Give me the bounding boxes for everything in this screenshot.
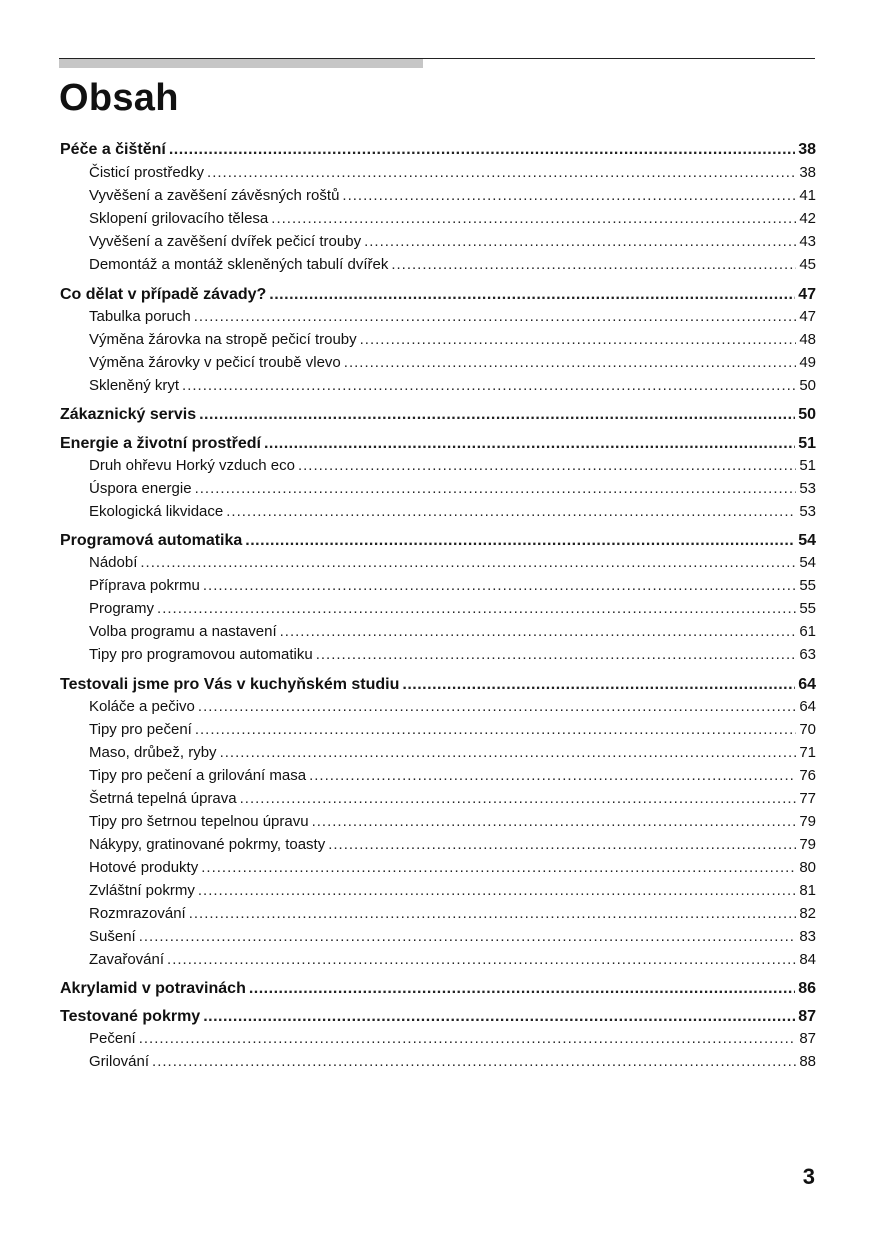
toc-entry-page: 53 bbox=[799, 503, 816, 520]
toc-entry-page: 71 bbox=[799, 744, 816, 761]
toc-entry-title: Tipy pro pečení a grilování masa bbox=[89, 767, 307, 784]
toc-dot-leader bbox=[298, 457, 796, 474]
toc-entry-page: 47 bbox=[799, 308, 816, 325]
toc-entry-page: 84 bbox=[799, 951, 816, 968]
toc-dot-leader bbox=[249, 980, 795, 998]
toc-dot-leader bbox=[271, 210, 796, 227]
toc-entry-page: 82 bbox=[799, 905, 816, 922]
toc-entry-page: 87 bbox=[798, 1008, 816, 1025]
toc-entry-page: 63 bbox=[799, 646, 816, 663]
toc-section-entry[interactable] bbox=[89, 573, 816, 594]
toc-entry-page: 42 bbox=[799, 210, 816, 227]
toc-section-entry[interactable] bbox=[89, 373, 816, 394]
toc-section-entry[interactable] bbox=[89, 786, 816, 807]
toc-entry-page: 88 bbox=[799, 1053, 816, 1070]
toc-section-entry[interactable] bbox=[89, 855, 816, 876]
toc-entry-page: 54 bbox=[799, 554, 816, 571]
toc-entry-page: 38 bbox=[799, 164, 816, 181]
toc-entry-page: 45 bbox=[799, 256, 816, 273]
toc-dot-leader bbox=[269, 286, 795, 304]
toc-section-entry[interactable] bbox=[89, 183, 816, 204]
toc-dot-leader bbox=[240, 790, 797, 807]
toc-entry-page: 53 bbox=[799, 480, 816, 497]
toc-entry-title: Čisticí prostředky bbox=[89, 164, 205, 181]
toc-entry-page: 54 bbox=[798, 532, 816, 549]
toc-section-entry[interactable] bbox=[89, 327, 816, 348]
toc-chapter-entry[interactable] bbox=[60, 1004, 816, 1026]
toc-dot-leader bbox=[139, 928, 797, 945]
toc-entry-page: 61 bbox=[799, 623, 816, 640]
toc-section-entry[interactable] bbox=[89, 596, 816, 617]
toc-entry-title: Co dělat v případě závady? bbox=[60, 286, 267, 303]
toc-entry-title: Ekologická likvidace bbox=[89, 503, 224, 520]
toc-dot-leader bbox=[152, 1053, 796, 1070]
toc-entry-page: 80 bbox=[799, 859, 816, 876]
page-title: Obsah bbox=[59, 77, 179, 119]
toc-chapter-entry[interactable] bbox=[60, 137, 816, 159]
toc-dot-leader bbox=[203, 577, 796, 594]
toc-section-entry[interactable] bbox=[89, 832, 816, 853]
toc-entry-title: Koláče a pečivo bbox=[89, 698, 195, 715]
toc-entry-page: 70 bbox=[799, 721, 816, 738]
toc-section-entry[interactable] bbox=[89, 1049, 816, 1070]
toc-entry-page: 79 bbox=[799, 813, 816, 830]
toc-entry-title: Volba programu a nastavení bbox=[89, 623, 277, 640]
toc-dot-leader bbox=[195, 480, 797, 497]
toc-dot-leader bbox=[342, 187, 796, 204]
toc-entry-title: Programová automatika bbox=[60, 532, 243, 549]
toc-entry-title: Sklopení grilovacího tělesa bbox=[89, 210, 269, 227]
toc-entry-title: Tipy pro pečení bbox=[89, 721, 192, 738]
toc-entry-title: Vyvěšení a zavěšení závěsných roštů bbox=[89, 187, 340, 204]
toc-entry-title: Tipy pro šetrnou tepelnou úpravu bbox=[89, 813, 309, 830]
toc-section-entry[interactable] bbox=[89, 550, 816, 571]
toc-entry-title: Pečení bbox=[89, 1030, 136, 1047]
toc-entry-title: Zavařování bbox=[89, 951, 165, 968]
toc-section-entry[interactable] bbox=[89, 206, 816, 227]
toc-section-entry[interactable] bbox=[89, 476, 816, 497]
toc-entry-page: 81 bbox=[799, 882, 816, 899]
toc-entry-title: Tabulka poruch bbox=[89, 308, 191, 325]
toc-entry-page: 47 bbox=[798, 286, 816, 303]
toc-dot-leader bbox=[169, 141, 795, 159]
toc-section-entry[interactable] bbox=[89, 229, 816, 250]
toc-dot-leader bbox=[309, 767, 796, 784]
toc-entry-page: 76 bbox=[799, 767, 816, 784]
toc-entry-page: 48 bbox=[799, 331, 816, 348]
toc-entry-page: 79 bbox=[799, 836, 816, 853]
toc-section-entry[interactable] bbox=[89, 619, 816, 640]
toc-entry-title: Programy bbox=[89, 600, 155, 617]
toc-dot-leader bbox=[312, 813, 797, 830]
toc-section-entry[interactable] bbox=[89, 809, 816, 830]
toc-entry-page: 87 bbox=[799, 1030, 816, 1047]
toc-section-entry[interactable] bbox=[89, 947, 816, 968]
toc-section-entry[interactable] bbox=[89, 878, 816, 899]
toc-entry-title: Akrylamid v potravinách bbox=[60, 980, 246, 997]
toc-dot-leader bbox=[199, 406, 795, 424]
toc-entry-title: Příprava pokrmu bbox=[89, 577, 200, 594]
toc-dot-leader bbox=[316, 646, 797, 663]
toc-dot-leader bbox=[280, 623, 797, 640]
page-number: 3 bbox=[802, 1164, 815, 1189]
toc-entry-title: Testovali jsme pro Vás v kuchyňském studiu bbox=[60, 676, 400, 693]
toc-entry-title: Energie a životní prostředí bbox=[60, 435, 261, 452]
toc-dot-leader bbox=[226, 503, 796, 520]
toc-dot-leader bbox=[139, 1030, 797, 1047]
toc-entry-title: Zákaznický servis bbox=[60, 406, 197, 423]
toc-dot-leader bbox=[264, 435, 795, 453]
toc-section-entry[interactable] bbox=[89, 252, 816, 273]
toc-entry-page: 50 bbox=[799, 377, 816, 394]
toc-section-entry[interactable] bbox=[89, 901, 816, 922]
toc-chapter-entry[interactable] bbox=[60, 672, 816, 694]
toc-dot-leader bbox=[140, 554, 796, 571]
toc-chapter-entry[interactable] bbox=[60, 282, 816, 304]
toc-section-entry[interactable] bbox=[89, 740, 816, 761]
toc-entry-page: 55 bbox=[799, 577, 816, 594]
toc-entry-title: Nádobí bbox=[89, 554, 138, 571]
toc-dot-leader bbox=[203, 1008, 795, 1026]
toc-entry-title: Šetrná tepelná úprava bbox=[89, 790, 237, 807]
toc-entry-page: 77 bbox=[799, 790, 816, 807]
toc-dot-leader bbox=[220, 744, 797, 761]
toc-entry-page: 64 bbox=[798, 676, 816, 693]
toc-entry-title: Výměna žárovky v pečicí troubě vlevo bbox=[89, 354, 341, 371]
toc-entry-page: 64 bbox=[799, 698, 816, 715]
toc-entry-title: Péče a čištění bbox=[60, 141, 166, 158]
toc-dot-leader bbox=[207, 164, 796, 181]
toc-entry-title: Výměna žárovka na stropě pečicí trouby bbox=[89, 331, 357, 348]
toc-dot-leader bbox=[195, 721, 796, 738]
toc-entry-page: 41 bbox=[799, 187, 816, 204]
toc-dot-leader bbox=[194, 308, 797, 325]
toc-entry-page: 51 bbox=[798, 435, 816, 452]
toc-entry-title: Hotové produkty bbox=[89, 859, 199, 876]
toc-entry-title: Rozmrazování bbox=[89, 905, 186, 922]
toc-entry-title: Skleněný kryt bbox=[89, 377, 180, 394]
toc-entry-page: 49 bbox=[799, 354, 816, 371]
toc-section-entry[interactable] bbox=[89, 763, 816, 784]
toc-section-entry[interactable] bbox=[89, 304, 816, 325]
toc-entry-page: 50 bbox=[798, 406, 816, 423]
toc-entry-page: 51 bbox=[799, 457, 816, 474]
toc-dot-leader bbox=[245, 532, 795, 550]
toc-dot-leader bbox=[182, 377, 796, 394]
toc-section-entry[interactable] bbox=[89, 1026, 816, 1047]
toc-dot-leader bbox=[198, 698, 796, 715]
toc-entry-title: Úspora energie bbox=[89, 480, 192, 497]
toc-entry-title: Nákypy, gratinované pokrmy, toasty bbox=[89, 836, 326, 853]
toc-dot-leader bbox=[167, 951, 796, 968]
toc-section-entry[interactable] bbox=[89, 160, 816, 181]
toc-dot-leader bbox=[360, 331, 797, 348]
toc-entry-title: Vyvěšení a zavěšení dvířek pečicí trouby bbox=[89, 233, 362, 250]
toc-entry-title: Zvláštní pokrmy bbox=[89, 882, 195, 899]
toc-chapter-entry[interactable] bbox=[60, 528, 816, 550]
toc-dot-leader bbox=[189, 905, 797, 922]
toc-dot-leader bbox=[364, 233, 796, 250]
toc-section-entry[interactable] bbox=[89, 717, 816, 738]
toc-section-entry[interactable] bbox=[89, 453, 816, 474]
toc-section-entry[interactable] bbox=[89, 924, 816, 945]
toc-entry-page: 86 bbox=[798, 980, 816, 997]
toc-chapter-entry[interactable] bbox=[60, 431, 816, 453]
toc-entry-page: 83 bbox=[799, 928, 816, 945]
toc-section-entry[interactable] bbox=[89, 642, 816, 663]
toc-entry-title: Grilování bbox=[89, 1053, 150, 1070]
toc-dot-leader bbox=[402, 676, 795, 694]
toc-dot-leader bbox=[344, 354, 797, 371]
toc-entry-title: Druh ohřevu Horký vzduch eco bbox=[89, 457, 295, 474]
toc-entry-title: Demontáž a montáž skleněných tabulí dvířek bbox=[89, 256, 389, 273]
toc-section-entry[interactable] bbox=[89, 499, 816, 520]
toc-dot-leader bbox=[328, 836, 796, 853]
toc-section-entry[interactable] bbox=[89, 694, 816, 715]
toc-chapter-entry[interactable] bbox=[60, 976, 816, 998]
toc-dot-leader bbox=[157, 600, 796, 617]
toc-entry-page: 43 bbox=[799, 233, 816, 250]
toc-entry-title: Testované pokrmy bbox=[60, 1008, 201, 1025]
toc-entry-title: Sušení bbox=[89, 928, 136, 945]
toc-dot-leader bbox=[201, 859, 796, 876]
toc-dot-leader bbox=[391, 256, 796, 273]
toc-chapter-entry[interactable] bbox=[60, 402, 816, 424]
toc-entry-title: Tipy pro programovou automatiku bbox=[89, 646, 313, 663]
toc-section-entry[interactable] bbox=[89, 350, 816, 371]
toc-dot-leader bbox=[198, 882, 796, 899]
toc-entry-page: 38 bbox=[798, 141, 816, 158]
toc-entry-title: Maso, drůbež, ryby bbox=[89, 744, 217, 761]
toc-entry-page: 55 bbox=[799, 600, 816, 617]
